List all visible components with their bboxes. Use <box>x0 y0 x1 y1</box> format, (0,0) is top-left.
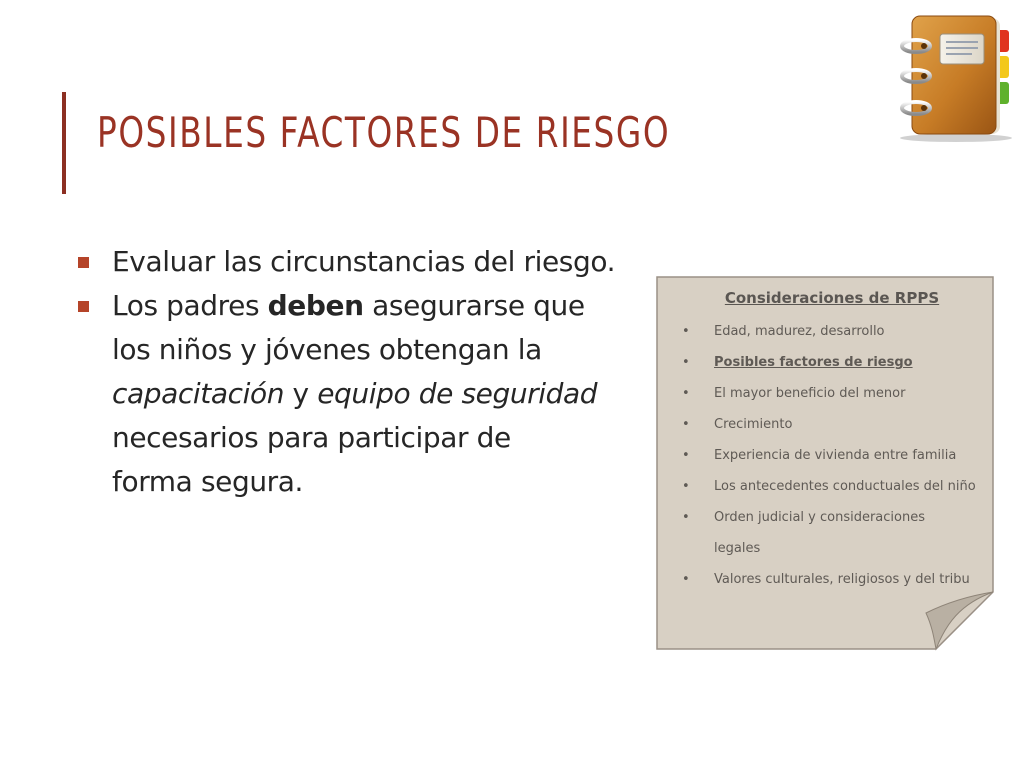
rpps-note-card <box>654 274 996 652</box>
bullet-dot-icon: • <box>682 572 690 587</box>
slide-title: POSIBLES FACTORES DE RIESGO <box>97 108 671 157</box>
bullet-text-run: Los padres <box>112 289 268 322</box>
bullet-text-run: deben <box>267 289 364 322</box>
bullet-dot-icon: • <box>682 355 690 370</box>
bullet-text-run: Evaluar las circunstancias del riesgo. <box>112 245 616 278</box>
bullet-dot-icon: • <box>682 510 690 525</box>
note-item-text: Edad, madurez, desarrollo <box>714 324 885 339</box>
note-list-item <box>678 378 998 409</box>
bullet-dot-icon: • <box>682 448 690 463</box>
bullet-text-run: forma segura. <box>112 465 304 498</box>
note-item-text: Experiencia de vivienda entre familia <box>714 448 957 463</box>
note-list-item <box>678 440 998 471</box>
bullet-text-run: equipo de seguridad <box>317 377 598 410</box>
note-list-item <box>678 409 998 440</box>
content-bullet-list <box>76 240 656 504</box>
bullet-dot-icon: • <box>682 479 690 494</box>
bullet-text-run: necesarios para participar de <box>112 421 511 454</box>
note-list <box>678 316 998 595</box>
bullet-dot-icon: • <box>682 386 690 401</box>
content-bullet <box>76 284 656 504</box>
bullet-text <box>112 240 656 284</box>
note-item-text-continuation: legales <box>714 541 761 556</box>
notebook-icon <box>892 12 1018 144</box>
note-item-text: Crecimiento <box>714 417 793 432</box>
note-list-item <box>678 564 998 595</box>
note-item-text: Posibles factores de riesgo <box>714 355 913 370</box>
bullet-text-run: asegurarse que <box>363 289 585 322</box>
bullet-dot-icon: • <box>682 417 690 432</box>
title-accent-bar <box>62 92 66 194</box>
note-item-text: Orden judicial y consideraciones <box>714 510 925 525</box>
note-item-text: El mayor beneficio del menor <box>714 386 906 401</box>
content-bullet <box>76 240 656 284</box>
note-heading: Consideraciones de RPPS <box>724 289 940 307</box>
square-bullet-icon <box>78 301 89 312</box>
note-list-item <box>678 502 998 564</box>
square-bullet-icon <box>78 257 89 268</box>
bullet-text-run: y <box>284 377 318 410</box>
note-list-item <box>678 347 998 378</box>
note-list-item <box>678 471 998 502</box>
note-list-item <box>678 316 998 347</box>
bullet-text <box>112 284 656 504</box>
bullet-text-run: los niños y jóvenes obtengan la <box>112 333 542 366</box>
bullet-dot-icon: • <box>682 324 690 339</box>
note-item-text: Los antecedentes conductuales del niño <box>714 479 976 494</box>
note-item-text: Valores culturales, religiosos y del tribu <box>714 572 970 587</box>
bullet-text-run: capacitación <box>112 377 285 410</box>
